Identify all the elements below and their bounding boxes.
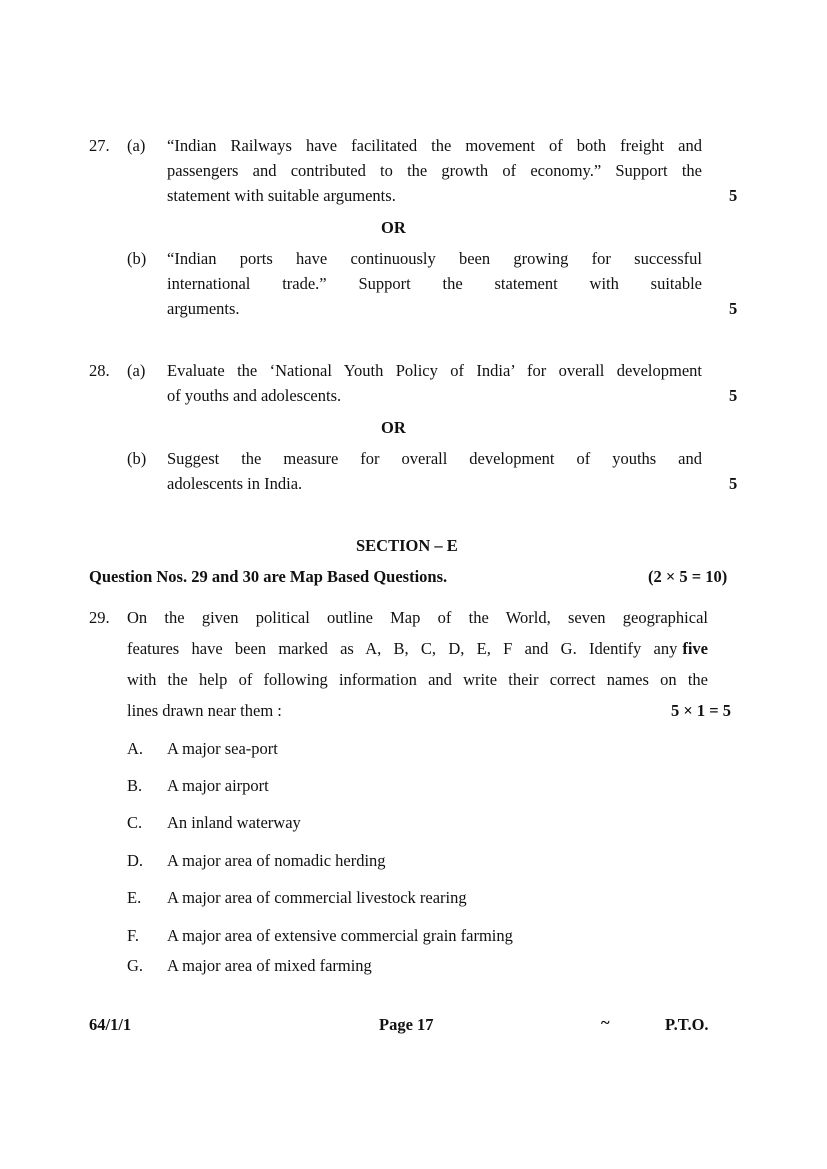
marks: 5	[729, 186, 738, 205]
text-line: statement with suitable arguments.	[167, 186, 396, 205]
marks: 5	[729, 386, 738, 405]
question-number: 28.	[89, 361, 110, 380]
marks: 5 × 1 = 5	[671, 701, 732, 720]
text-line: passengers and contributed to the growth of economy.” Support the	[167, 161, 702, 180]
page-number: Page 17	[379, 1015, 434, 1034]
section-instruction: Question Nos. 29 and 30 are Map Based Questions.	[89, 567, 448, 586]
section-title: SECTION – E	[356, 536, 458, 555]
feature-label: F.	[127, 926, 139, 945]
bold-word: five	[682, 639, 708, 658]
text-segment: features have been marked as A, B, C, D, E, F and G. Identify any	[127, 639, 678, 658]
text-line: international trade.” Support the statement with suitable	[167, 274, 702, 293]
feature-description: A major sea-port	[167, 739, 278, 758]
text-line	[127, 639, 708, 659]
text-line: lines drawn near them :	[127, 701, 282, 720]
feature-label: E.	[127, 888, 142, 907]
text-line: with the help of following information and write their correct names on the	[127, 670, 708, 689]
feature-description: A major airport	[167, 776, 269, 795]
text-line: “Indian ports have continuously been growing for successful	[167, 249, 702, 268]
question-number: 29.	[89, 608, 110, 627]
feature-label: C.	[127, 813, 143, 832]
feature-description: A major area of extensive commercial grain farming	[167, 926, 513, 945]
pto-label: P.T.O.	[665, 1015, 709, 1034]
feature-label: D.	[127, 851, 144, 870]
text-line: arguments.	[167, 299, 240, 318]
feature-description: A major area of commercial livestock rearing	[167, 888, 467, 907]
text-line: Suggest the measure for overall development of youths and	[167, 449, 702, 468]
question-number: 27.	[89, 136, 110, 155]
feature-description: A major area of mixed farming	[167, 956, 372, 975]
or-divider: OR	[381, 218, 406, 237]
feature-description: A major area of nomadic herding	[167, 851, 386, 870]
section-marks: (2 × 5 = 10)	[648, 567, 728, 586]
feature-label: A.	[127, 739, 144, 758]
or-divider: OR	[381, 418, 406, 437]
feature-label: B.	[127, 776, 143, 795]
part-label: (b)	[127, 449, 147, 468]
text-line: On the given political outline Map of the World, seven geographical	[127, 608, 708, 627]
text-line: “Indian Railways have facilitated the movement of both freight and	[167, 136, 702, 155]
marks: 5	[729, 299, 738, 318]
part-label: (a)	[127, 136, 146, 155]
text-line: of youths and adolescents.	[167, 386, 342, 405]
text-line: adolescents in India.	[167, 474, 303, 493]
text-line: Evaluate the ‘National Youth Policy of India’ for overall development	[167, 361, 702, 380]
tilde-mark: ~	[601, 1013, 610, 1032]
feature-label: G.	[127, 956, 144, 975]
part-label: (b)	[127, 249, 147, 268]
marks: 5	[729, 474, 738, 493]
feature-description: An inland waterway	[167, 813, 301, 832]
paper-code: 64/1/1	[89, 1015, 132, 1034]
part-label: (a)	[127, 361, 146, 380]
